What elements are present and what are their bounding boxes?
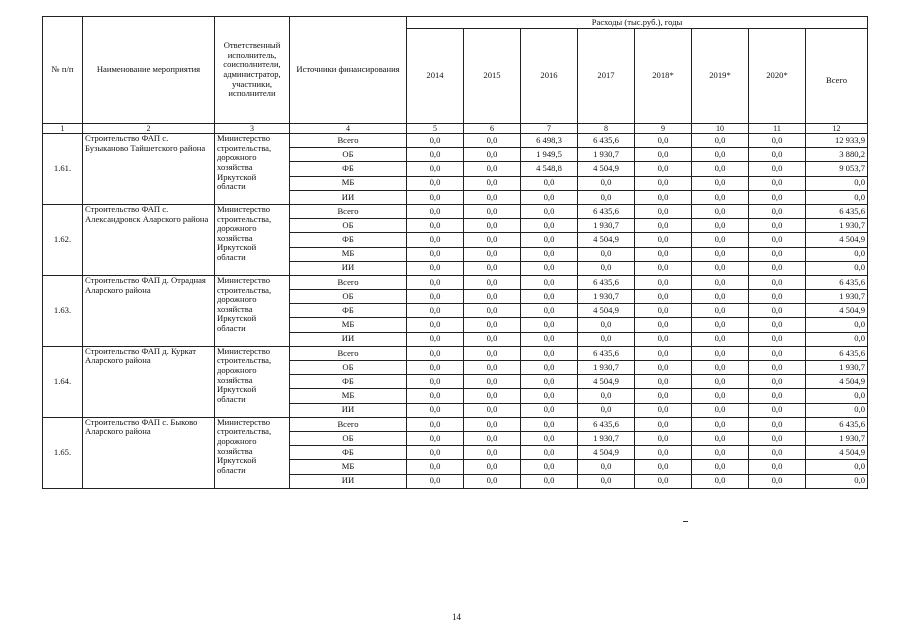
expense-value: 0,0 — [692, 304, 749, 318]
table-row — [43, 134, 868, 148]
expense-value: 0,0 — [635, 431, 692, 445]
expense-value: 0,0 — [749, 460, 806, 474]
expense-value: 0,0 — [749, 204, 806, 218]
expense-total: 0,0 — [806, 389, 868, 403]
expense-value: 0,0 — [692, 290, 749, 304]
expense-value: 0,0 — [464, 431, 521, 445]
expense-value: 0,0 — [692, 148, 749, 162]
expense-value: 0,0 — [635, 318, 692, 332]
expense-value: 0,0 — [464, 375, 521, 389]
expense-value: 0,0 — [635, 162, 692, 176]
item-name: Строительство ФАП с. Быково Аларского района — [83, 417, 215, 488]
expense-value: 1 930,7 — [578, 219, 635, 233]
expense-value: 0,0 — [749, 375, 806, 389]
expense-total: 3 880,2 — [806, 148, 868, 162]
expense-value: 0,0 — [464, 446, 521, 460]
expense-value: 0,0 — [635, 389, 692, 403]
expense-value: 0,0 — [635, 346, 692, 360]
expense-value: 0,0 — [407, 431, 464, 445]
expense-value: 0,0 — [578, 190, 635, 204]
expense-value: 0,0 — [521, 247, 578, 261]
expense-value: 0,0 — [692, 431, 749, 445]
expense-value: 0,0 — [407, 304, 464, 318]
expense-value: 4 504,9 — [578, 375, 635, 389]
expense-value: 0,0 — [464, 275, 521, 289]
expense-value: 0,0 — [407, 275, 464, 289]
funding-source: ФБ — [290, 162, 407, 176]
funding-source: Всего — [290, 275, 407, 289]
expense-value: 0,0 — [635, 474, 692, 488]
funding-source: ОБ — [290, 431, 407, 445]
header-year: 2019* — [692, 29, 749, 124]
expense-value: 6 498,3 — [521, 134, 578, 148]
expense-total: 0,0 — [806, 190, 868, 204]
expense-value: 4 504,9 — [578, 446, 635, 460]
expense-value: 4 504,9 — [578, 304, 635, 318]
expense-value: 0,0 — [692, 247, 749, 261]
expense-value: 0,0 — [407, 446, 464, 460]
item-name: Строительство ФАП с. Бузыканово Тайшетского района — [83, 134, 215, 205]
funding-source: ФБ — [290, 446, 407, 460]
expense-value: 0,0 — [635, 375, 692, 389]
expense-value: 0,0 — [692, 162, 749, 176]
expense-value: 0,0 — [578, 403, 635, 417]
expense-value: 0,0 — [407, 219, 464, 233]
funding-source: МБ — [290, 389, 407, 403]
funding-source: Всего — [290, 346, 407, 360]
expense-value: 0,0 — [578, 176, 635, 190]
expense-value: 0,0 — [692, 275, 749, 289]
expense-total: 6 435,6 — [806, 417, 868, 431]
column-number: 5 — [407, 124, 464, 134]
expense-value: 0,0 — [635, 403, 692, 417]
expense-value: 0,0 — [749, 304, 806, 318]
budget-table — [42, 16, 868, 489]
expense-value: 0,0 — [407, 332, 464, 346]
expense-total: 1 930,7 — [806, 361, 868, 375]
expense-value: 0,0 — [464, 474, 521, 488]
funding-source: Всего — [290, 417, 407, 431]
expense-value: 0,0 — [749, 247, 806, 261]
item-responsible: Министерство строительства, дорожного хозяйства Иркутской области — [215, 275, 290, 346]
expense-total: 12 933,9 — [806, 134, 868, 148]
expense-value: 0,0 — [692, 346, 749, 360]
expense-value: 0,0 — [407, 233, 464, 247]
item-responsible: Министерство строительства, дорожного хозяйства Иркутской области — [215, 134, 290, 205]
expense-value: 0,0 — [521, 417, 578, 431]
expense-value: 0,0 — [578, 460, 635, 474]
expense-value: 4 504,9 — [578, 162, 635, 176]
funding-source: МБ — [290, 318, 407, 332]
expense-value: 0,0 — [578, 247, 635, 261]
expense-value: 6 435,6 — [578, 134, 635, 148]
expense-value: 0,0 — [521, 431, 578, 445]
expense-total: 0,0 — [806, 261, 868, 275]
expense-value: 0,0 — [635, 204, 692, 218]
column-number: 9 — [635, 124, 692, 134]
expense-value: 6 435,6 — [578, 204, 635, 218]
expense-value: 0,0 — [521, 233, 578, 247]
expense-value: 0,0 — [464, 176, 521, 190]
expense-value: 0,0 — [578, 474, 635, 488]
expense-value: 0,0 — [692, 474, 749, 488]
header-expenses: Расходы (тыс.руб.), годы — [407, 17, 868, 29]
column-number: 2 — [83, 124, 215, 134]
expense-value: 0,0 — [521, 403, 578, 417]
expense-value: 0,0 — [578, 261, 635, 275]
expense-value: 0,0 — [464, 460, 521, 474]
expense-value: 0,0 — [407, 417, 464, 431]
funding-source: ФБ — [290, 375, 407, 389]
expense-value: 0,0 — [692, 446, 749, 460]
expense-value: 0,0 — [407, 460, 464, 474]
column-number: 4 — [290, 124, 407, 134]
expense-value: 0,0 — [635, 261, 692, 275]
expense-value: 0,0 — [464, 233, 521, 247]
expense-value: 0,0 — [692, 134, 749, 148]
funding-source: ФБ — [290, 233, 407, 247]
column-number: 10 — [692, 124, 749, 134]
expense-value: 0,0 — [635, 304, 692, 318]
funding-source: ИИ — [290, 261, 407, 275]
item-index: 1.62. — [43, 204, 83, 275]
expense-value: 0,0 — [521, 460, 578, 474]
expense-value: 0,0 — [464, 318, 521, 332]
expense-value: 0,0 — [635, 247, 692, 261]
expense-value: 0,0 — [464, 247, 521, 261]
table-row — [43, 346, 868, 360]
expense-value: 0,0 — [407, 134, 464, 148]
page-number: 14 — [452, 612, 461, 622]
expense-value: 0,0 — [464, 403, 521, 417]
expense-value: 0,0 — [749, 346, 806, 360]
header-year: 2018* — [635, 29, 692, 124]
expense-value: 0,0 — [692, 190, 749, 204]
expense-value: 0,0 — [464, 190, 521, 204]
expense-total: 1 930,7 — [806, 290, 868, 304]
expense-value: 0,0 — [635, 190, 692, 204]
expense-value: 0,0 — [521, 275, 578, 289]
header-year: 2016 — [521, 29, 578, 124]
expense-value: 0,0 — [692, 176, 749, 190]
expense-value: 0,0 — [407, 162, 464, 176]
expense-value: 0,0 — [749, 176, 806, 190]
expense-total: 0,0 — [806, 474, 868, 488]
item-index: 1.63. — [43, 275, 83, 346]
expense-total: 4 504,9 — [806, 304, 868, 318]
expense-value: 0,0 — [464, 304, 521, 318]
funding-source: ОБ — [290, 290, 407, 304]
expense-value: 0,0 — [464, 219, 521, 233]
column-number: 6 — [464, 124, 521, 134]
expense-value: 0,0 — [635, 332, 692, 346]
expense-value: 0,0 — [464, 332, 521, 346]
expense-value: 1 930,7 — [578, 290, 635, 304]
item-responsible: Министерство строительства, дорожного хозяйства Иркутской области — [215, 204, 290, 275]
funding-source: ФБ — [290, 304, 407, 318]
expense-value: 0,0 — [749, 332, 806, 346]
funding-source: ОБ — [290, 148, 407, 162]
expense-value: 0,0 — [407, 474, 464, 488]
expense-value: 0,0 — [521, 261, 578, 275]
expense-value: 6 435,6 — [578, 417, 635, 431]
expense-total: 6 435,6 — [806, 204, 868, 218]
expense-value: 0,0 — [521, 290, 578, 304]
expense-value: 1 930,7 — [578, 361, 635, 375]
expense-value: 4 548,8 — [521, 162, 578, 176]
expense-value: 0,0 — [464, 361, 521, 375]
item-responsible: Министерство строительства, дорожного хозяйства Иркутской области — [215, 346, 290, 417]
expense-value: 0,0 — [521, 361, 578, 375]
column-number: 8 — [578, 124, 635, 134]
expense-value: 0,0 — [635, 233, 692, 247]
expense-value: 0,0 — [749, 290, 806, 304]
expense-total: 0,0 — [806, 318, 868, 332]
funding-source: ОБ — [290, 361, 407, 375]
funding-source: МБ — [290, 176, 407, 190]
expense-value: 0,0 — [749, 361, 806, 375]
expense-value: 0,0 — [407, 361, 464, 375]
expense-value: 0,0 — [578, 332, 635, 346]
expense-value: 0,0 — [692, 460, 749, 474]
expense-total: 0,0 — [806, 247, 868, 261]
expense-value: 0,0 — [692, 361, 749, 375]
column-number: 3 — [215, 124, 290, 134]
expense-value: 0,0 — [749, 190, 806, 204]
funding-source: МБ — [290, 460, 407, 474]
expense-value: 4 504,9 — [578, 233, 635, 247]
expense-value: 0,0 — [464, 162, 521, 176]
expense-value: 0,0 — [407, 290, 464, 304]
expense-value: 0,0 — [464, 346, 521, 360]
expense-value: 0,0 — [692, 204, 749, 218]
expense-value: 0,0 — [407, 190, 464, 204]
item-name: Строительство ФАП д. Отрадная Аларского района — [83, 275, 215, 346]
expense-value: 0,0 — [407, 247, 464, 261]
expense-value: 0,0 — [749, 403, 806, 417]
header-year: 2020* — [749, 29, 806, 124]
expense-value: 0,0 — [635, 417, 692, 431]
expense-value: 0,0 — [692, 332, 749, 346]
expense-value: 0,0 — [749, 148, 806, 162]
table-row — [43, 417, 868, 431]
expense-value: 0,0 — [749, 162, 806, 176]
expense-total: 4 504,9 — [806, 375, 868, 389]
expense-total: 0,0 — [806, 460, 868, 474]
expense-value: 0,0 — [407, 148, 464, 162]
expense-value: 0,0 — [521, 375, 578, 389]
item-index: 1.61. — [43, 134, 83, 205]
column-number: 11 — [749, 124, 806, 134]
header-year: 2017 — [578, 29, 635, 124]
expense-total: 9 053,7 — [806, 162, 868, 176]
expense-value: 0,0 — [407, 403, 464, 417]
expense-value: 1 949,5 — [521, 148, 578, 162]
funding-source: Всего — [290, 204, 407, 218]
expense-value: 0,0 — [749, 389, 806, 403]
expense-value: 0,0 — [749, 431, 806, 445]
expense-value: 0,0 — [692, 403, 749, 417]
expense-value: 0,0 — [521, 304, 578, 318]
expense-value: 1 930,7 — [578, 148, 635, 162]
expense-value: 0,0 — [635, 275, 692, 289]
expense-value: 0,0 — [635, 460, 692, 474]
expense-value: 0,0 — [464, 389, 521, 403]
expense-value: 0,0 — [635, 134, 692, 148]
expense-value: 0,0 — [464, 290, 521, 304]
expense-value: 0,0 — [464, 148, 521, 162]
expense-value: 0,0 — [521, 219, 578, 233]
expense-value: 0,0 — [521, 389, 578, 403]
expense-total: 6 435,6 — [806, 346, 868, 360]
expense-total: 1 930,7 — [806, 219, 868, 233]
expense-value: 0,0 — [635, 219, 692, 233]
expense-value: 0,0 — [692, 318, 749, 332]
expense-value: 0,0 — [692, 261, 749, 275]
expense-value: 0,0 — [407, 389, 464, 403]
item-name: Строительство ФАП д. Куркат Аларского района — [83, 346, 215, 417]
expense-value: 0,0 — [407, 318, 464, 332]
funding-source: ИИ — [290, 474, 407, 488]
item-index: 1.64. — [43, 346, 83, 417]
expense-value: 0,0 — [692, 389, 749, 403]
expense-total: 4 504,9 — [806, 446, 868, 460]
expense-total: 0,0 — [806, 176, 868, 190]
expense-value: 1 930,7 — [578, 431, 635, 445]
expense-value: 0,0 — [464, 204, 521, 218]
expense-value: 0,0 — [578, 318, 635, 332]
expense-total: 0,0 — [806, 403, 868, 417]
expense-value: 0,0 — [578, 389, 635, 403]
expense-value: 0,0 — [635, 446, 692, 460]
table-row — [43, 275, 868, 289]
item-name: Строительство ФАП с. Александровск Аларского района — [83, 204, 215, 275]
item-responsible: Министерство строительства, дорожного хозяйства Иркутской области — [215, 417, 290, 488]
expense-value: 0,0 — [407, 176, 464, 190]
expense-total: 4 504,9 — [806, 233, 868, 247]
expense-value: 0,0 — [749, 417, 806, 431]
expense-value: 0,0 — [692, 417, 749, 431]
expense-value: 0,0 — [749, 219, 806, 233]
column-number: 7 — [521, 124, 578, 134]
expense-value: 0,0 — [749, 134, 806, 148]
funding-source: Всего — [290, 134, 407, 148]
expense-value: 0,0 — [635, 148, 692, 162]
expense-value: 0,0 — [521, 332, 578, 346]
header-year: 2015 — [464, 29, 521, 124]
column-number: 1 — [43, 124, 83, 134]
expense-value: 0,0 — [521, 176, 578, 190]
header-year-total: Всего — [806, 29, 868, 124]
funding-source: ОБ — [290, 219, 407, 233]
expense-total: 6 435,6 — [806, 275, 868, 289]
expense-value: 0,0 — [521, 204, 578, 218]
expense-value: 6 435,6 — [578, 346, 635, 360]
column-number: 12 — [806, 124, 868, 134]
funding-source: ИИ — [290, 332, 407, 346]
expense-value: 0,0 — [407, 375, 464, 389]
expense-value: 0,0 — [692, 375, 749, 389]
expense-value: 0,0 — [521, 346, 578, 360]
expense-value: 0,0 — [749, 446, 806, 460]
header-num: № п/п — [43, 17, 83, 124]
funding-source: ИИ — [290, 190, 407, 204]
expense-value: 0,0 — [521, 318, 578, 332]
expense-value: 6 435,6 — [578, 275, 635, 289]
item-index: 1.65. — [43, 417, 83, 488]
expense-value: 0,0 — [464, 417, 521, 431]
header-name: Наименование мероприятия — [83, 17, 215, 124]
expense-value: 0,0 — [692, 233, 749, 247]
expense-value: 0,0 — [407, 261, 464, 275]
expense-value: 0,0 — [749, 318, 806, 332]
expense-total: 0,0 — [806, 332, 868, 346]
expense-value: 0,0 — [635, 176, 692, 190]
table-body — [43, 134, 868, 489]
expense-value: 0,0 — [749, 233, 806, 247]
expense-value: 0,0 — [635, 290, 692, 304]
expense-value: 0,0 — [521, 446, 578, 460]
expense-value: 0,0 — [521, 190, 578, 204]
funding-source: МБ — [290, 247, 407, 261]
expense-value: 0,0 — [407, 204, 464, 218]
expense-value: 0,0 — [521, 474, 578, 488]
expense-value: 0,0 — [464, 134, 521, 148]
header-year: 2014 — [407, 29, 464, 124]
expense-value: 0,0 — [692, 219, 749, 233]
expense-total: 1 930,7 — [806, 431, 868, 445]
header-responsible: Ответственный исполнитель, соисполнители, администратор, участники, исполнители — [215, 17, 290, 124]
expense-value: 0,0 — [749, 261, 806, 275]
expense-value: 0,0 — [749, 275, 806, 289]
expense-value: 0,0 — [464, 261, 521, 275]
column-numbers-row — [43, 124, 868, 134]
stray-mark — [683, 521, 688, 522]
table-row — [43, 204, 868, 218]
header-sources: Источники финансирования — [290, 17, 407, 124]
funding-source: ИИ — [290, 403, 407, 417]
expense-value: 0,0 — [635, 361, 692, 375]
expense-value: 0,0 — [749, 474, 806, 488]
expense-value: 0,0 — [407, 346, 464, 360]
